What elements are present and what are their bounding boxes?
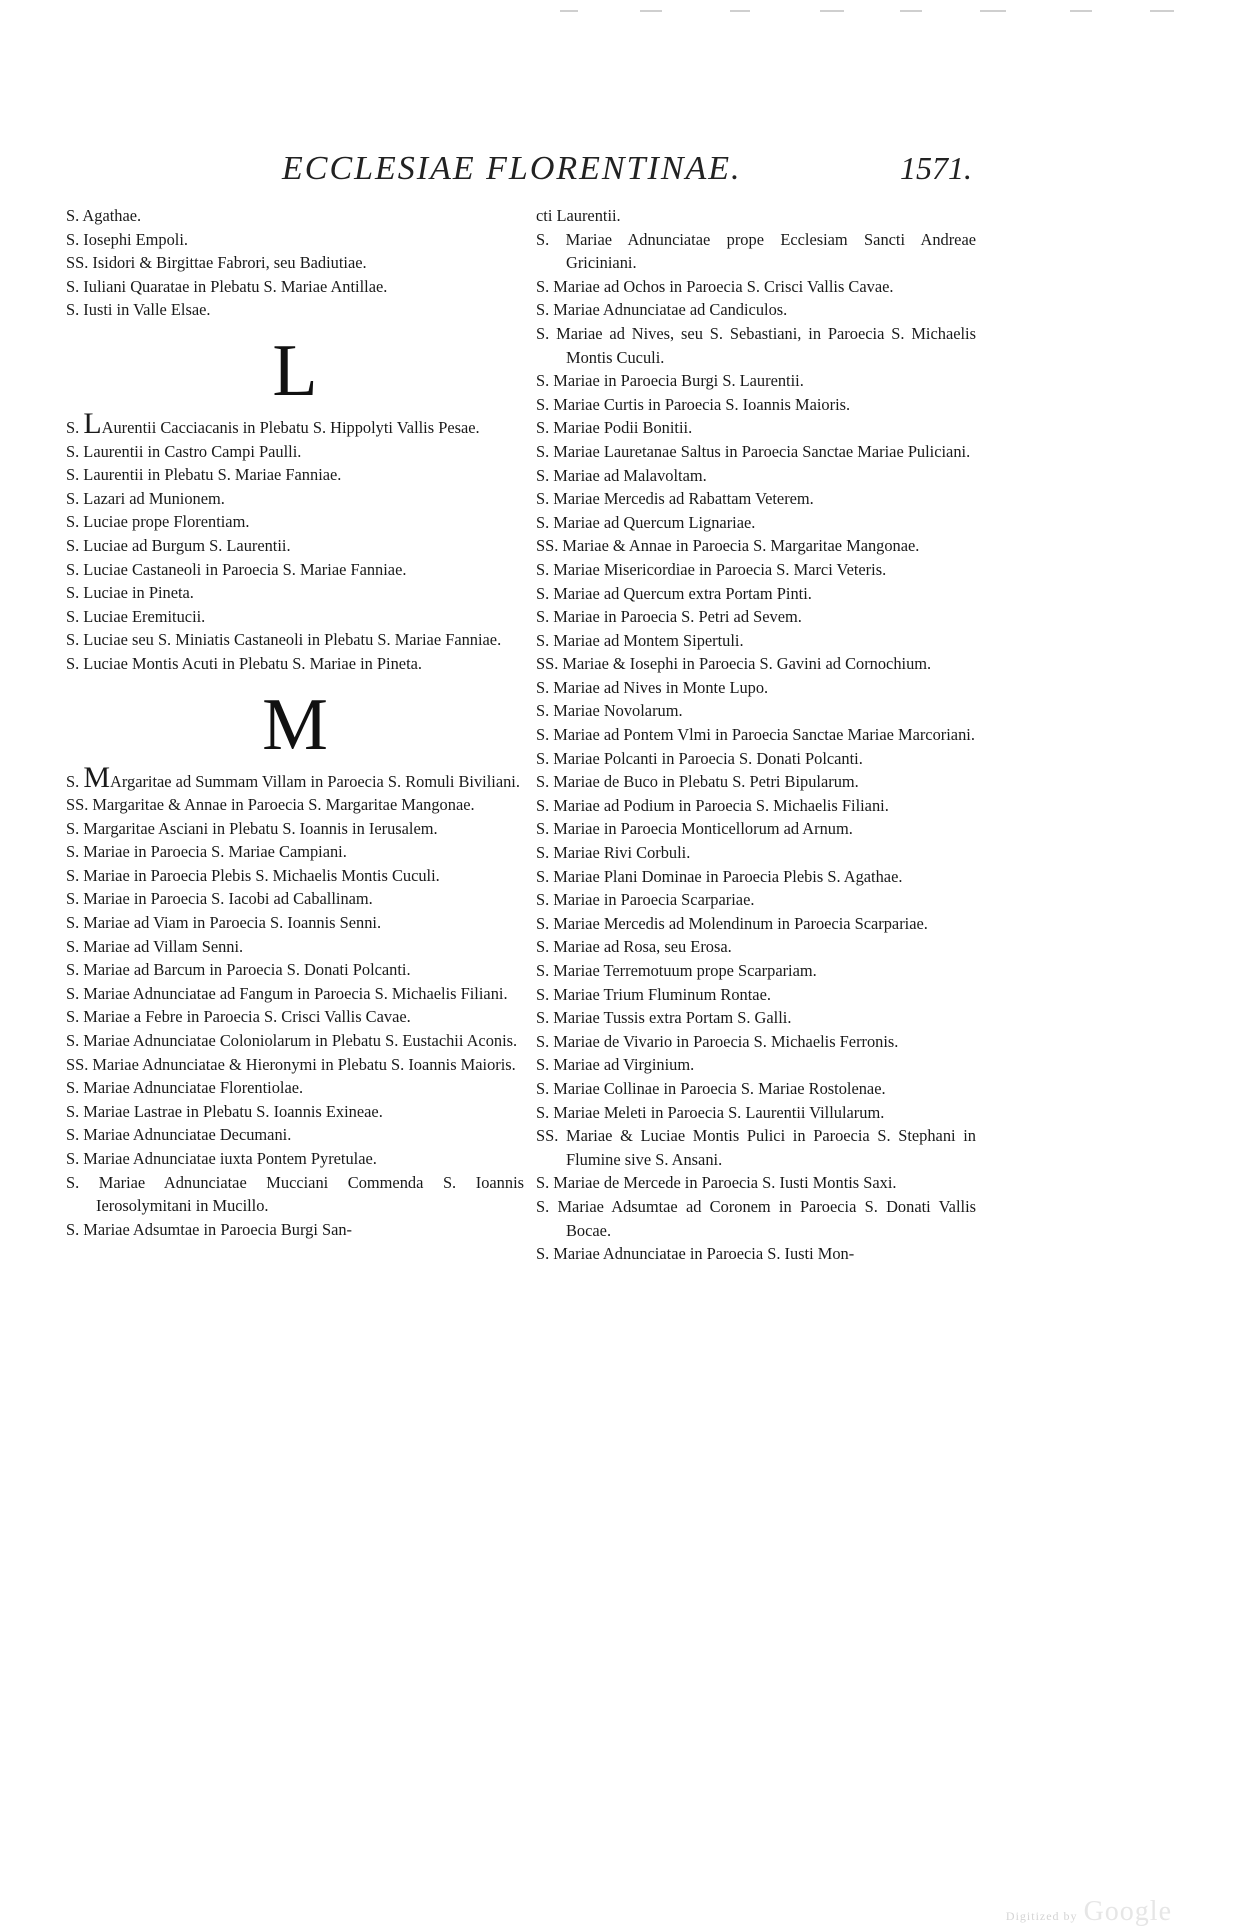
index-entry: S. Mariae Adnunciatae ad Fangum in Paroecia S. Michaelis Filiani. bbox=[66, 983, 508, 1003]
section-letter: M bbox=[262, 683, 328, 766]
index-entry: S. Mariae in Paroecia S. Iacobi ad Caballinam. bbox=[66, 889, 373, 909]
index-entry: S. Mariae in Paroecia Plebis S. Michaelis Montis Cuculi. bbox=[66, 865, 440, 885]
index-entry: S. Mariae Collinae in Paroecia S. Mariae Rostolenae. bbox=[536, 1078, 886, 1098]
index-entry: S. Iosephi Empoli. bbox=[66, 229, 189, 249]
running-head: ECCLESIAE FLORENTINAE. bbox=[282, 150, 742, 187]
index-entry: S. Mariae Adnunciatae iuxta Pontem Pyretulae. bbox=[66, 1149, 377, 1168]
index-entry: S. Mariae de Mercede in Paroecia S. Iusti Montis Saxi. bbox=[536, 1173, 897, 1193]
index-entry: S. Mariae in Paroecia Monticellorum ad Arnum. bbox=[536, 819, 853, 839]
index-entry: SS. Isidori & Birgittae Fabrori, seu Badiutiae. bbox=[66, 253, 367, 273]
index-entry: S. Mariae in Paroecia S. Petri ad Sevem. bbox=[536, 607, 802, 627]
index-entry: S. Mariae ad Virginium. bbox=[536, 1055, 695, 1075]
index-entry: S. Luciae prope Florentiam. bbox=[66, 512, 250, 532]
index-entry: S. Mariae ad Malavoltam. bbox=[536, 465, 707, 485]
index-entry: S. Mariae de Buco in Plebatu S. Petri Bipularum. bbox=[536, 772, 859, 792]
index-entry: S. Mariae Adnunciatae prope Ecclesiam Sancti Andreae Griciniani. bbox=[536, 229, 976, 273]
scan-artifact bbox=[730, 10, 750, 12]
index-entry: S. Mariae Adnunciatae in Paroecia S. Iusti Mon- bbox=[536, 1244, 855, 1264]
index-entry: S. Mariae in Paroecia Burgi S. Laurentii. bbox=[536, 371, 804, 391]
digitized-prefix: Digitized by bbox=[1005, 1909, 1078, 1923]
section-letter: L bbox=[272, 329, 318, 412]
index-entry: S. Mariae ad Nives, seu S. Sebastiani, in Paroecia S. Michaelis Montis Cuculi. bbox=[536, 323, 976, 367]
index-entry: S. Mariae ad Barcum in Paroecia S. Donati Polcanti. bbox=[66, 960, 411, 980]
index-entry: S. Mariae Meleti in Paroecia S. Laurentii Villularum. bbox=[536, 1102, 885, 1122]
index-entry: S. Mariae ad Podium in Paroecia S. Michaelis Filiani. bbox=[536, 795, 889, 815]
google-wordmark: Google bbox=[1083, 1896, 1172, 1927]
scan-artifact bbox=[980, 10, 1006, 12]
index-entry: S. Mariae Rivi Corbuli. bbox=[536, 843, 691, 863]
left-column bbox=[66, 204, 524, 1241]
index-entry: S. Mariae Adnunciatae Mucciani Commenda S. Ioannis Ierosolymitani in Mucillo. bbox=[66, 1172, 524, 1216]
index-entry: S. Mariae ad Pontem Vlmi in Paroecia Sanctae Mariae Marcoriani. bbox=[536, 725, 975, 745]
index-entry: S. Mariae Novolarum. bbox=[536, 701, 683, 721]
index-entry: S. Luciae Montis Acuti in Plebatu S. Mariae in Pineta. bbox=[66, 653, 422, 673]
index-entry: S. Mariae ad Nives in Monte Lupo. bbox=[536, 677, 769, 697]
index-entry: SS. Mariae & Iosephi in Paroecia S. Gavini ad Cornochium. bbox=[536, 654, 932, 674]
index-entry: S. Mariae Mercedis ad Rabattam Veterem. bbox=[536, 489, 814, 509]
entry-text: Argaritae ad Summam Villam in Paroecia S. Romuli Biviliani. bbox=[110, 771, 520, 791]
scan-artifact bbox=[560, 10, 578, 12]
scan-artifact bbox=[640, 10, 662, 12]
index-entry: S. Mariae Adsumtae in Paroecia Burgi San- bbox=[66, 1219, 353, 1239]
index-entry: S. Mariae Misericordiae in Paroecia S. Marci Veteris. bbox=[536, 559, 887, 579]
index-entry: S. Mariae Podii Bonitii. bbox=[536, 418, 693, 438]
index-entry: S. Mariae Curtis in Paroecia S. Ioannis Maioris. bbox=[536, 394, 851, 414]
index-entry: S. Mariae ad Montem Sipertuli. bbox=[536, 630, 744, 650]
index-entry: S. Mariae Mercedis ad Molendinum in Paroecia Scarpariae. bbox=[536, 913, 928, 933]
index-entry: S. Margaritae Asciani in Plebatu S. Ioannis in Ierusalem. bbox=[66, 818, 438, 838]
index-entry: S. Iuliani Quaratae in Plebatu S. Mariae Antillae. bbox=[66, 276, 388, 296]
index-entry: S. Mariae Tussis extra Portam S. Galli. bbox=[536, 1008, 792, 1028]
index-entry: S. Agathae. bbox=[66, 206, 142, 225]
page-header bbox=[252, 150, 972, 194]
index-entry: S. Luciae ad Burgum S. Laurentii. bbox=[66, 535, 291, 555]
index-entry: S. Laurentii in Plebatu S. Mariae Fanniae. bbox=[66, 465, 342, 485]
index-entry: SS. Margaritae & Annae in Paroecia S. Margaritae Mangonae. bbox=[66, 795, 475, 815]
index-entry: S. Mariae ad Rosa, seu Erosa. bbox=[536, 937, 732, 957]
index-entry: S. Mariae a Febre in Paroecia S. Crisci Vallis Cavae. bbox=[66, 1007, 411, 1027]
index-entry: S. Mariae ad Quercum Lignariae. bbox=[536, 512, 756, 532]
index-entry: S. Luciae in Pineta. bbox=[66, 583, 194, 603]
index-entry: S. Mariae de Vivario in Paroecia S. Michaelis Ferronis. bbox=[536, 1031, 899, 1051]
entry-prefix: S. bbox=[66, 771, 84, 791]
scan-artifact bbox=[1150, 10, 1174, 12]
index-entry: cti Laurentii. bbox=[536, 206, 621, 225]
initial-capital: M bbox=[83, 760, 110, 794]
index-entry: S. Iusti in Valle Elsae. bbox=[66, 300, 211, 320]
index-entry: S. Mariae ad Viam in Paroecia S. Ioannis Senni. bbox=[66, 913, 382, 933]
index-entry: S. Mariae ad Villam Senni. bbox=[66, 936, 244, 956]
initial-capital: L bbox=[83, 406, 102, 440]
index-entry: S. Lazari ad Munionem. bbox=[66, 488, 225, 508]
index-entry: S. Mariae Adsumtae ad Coronem in Paroecia S. Donati Vallis Bocae. bbox=[536, 1196, 976, 1240]
digitized-watermark bbox=[1006, 1896, 1172, 1928]
index-entry: S. Luciae seu S. Miniatis Castaneoli in Plebatu S. Mariae Fanniae. bbox=[66, 630, 502, 650]
index-entry: S. Mariae Adnunciatae Florentiolae. bbox=[66, 1078, 304, 1098]
entry-with-initial bbox=[66, 406, 524, 440]
index-entry: S. Luciae Castaneoli in Paroecia S. Mariae Fanniae. bbox=[66, 559, 407, 579]
index-entry: S. Mariae Lauretanae Saltus in Paroecia Sanctae Mariae Puliciani. bbox=[536, 441, 971, 461]
index-entry: S. Laurentii in Castro Campi Paulli. bbox=[66, 441, 302, 461]
index-entry: S. Mariae in Paroecia Scarpariae. bbox=[536, 890, 755, 910]
index-entry: S. Mariae Trium Fluminum Rontae. bbox=[536, 984, 771, 1004]
entry-text: Aurentii Cacciacanis in Plebatu S. Hippolyti Vallis Pesae. bbox=[101, 417, 480, 437]
index-entry: S. Mariae Adnunciatae Decumani. bbox=[66, 1125, 292, 1145]
index-entry: S. Mariae Plani Dominae in Paroecia Plebis S. Agathae. bbox=[536, 866, 903, 886]
scan-artifact bbox=[1070, 10, 1092, 12]
index-entry: S. Mariae Lastrae in Plebatu S. Ioannis Exineae. bbox=[66, 1101, 383, 1121]
index-entry: S. Mariae ad Quercum extra Portam Pinti. bbox=[536, 583, 812, 603]
index-entry: S. Mariae Terremotuum prope Scarpariam. bbox=[536, 961, 817, 980]
entry-with-initial bbox=[66, 760, 524, 794]
index-entry: S. Mariae ad Ochos in Paroecia S. Crisci Vallis Cavae. bbox=[536, 276, 894, 296]
index-entry: S. Luciae Eremitucii. bbox=[66, 606, 206, 626]
index-entry: S. Mariae Polcanti in Paroecia S. Donati Polcanti. bbox=[536, 748, 863, 768]
index-entry: S. Mariae Adnunciatae ad Candiculos. bbox=[536, 300, 788, 320]
scan-artifact bbox=[900, 10, 922, 12]
index-entry: SS. Mariae & Luciae Montis Pulici in Paroecia S. Stephani in Flumine sive S. Ansani. bbox=[536, 1126, 976, 1169]
index-entry: SS. Mariae & Annae in Paroecia S. Margaritae Mangonae. bbox=[536, 536, 920, 556]
right-column bbox=[536, 204, 976, 1266]
entry-prefix: S. bbox=[66, 417, 84, 437]
index-entry: SS. Mariae Adnunciatae & Hieronymi in Plebatu S. Ioannis Maioris. bbox=[66, 1054, 516, 1074]
page-number: 1571. bbox=[900, 150, 972, 186]
scan-artifact bbox=[820, 10, 844, 12]
index-entry: S. Mariae Adnunciatae Coloniolarum in Plebatu S. Eustachii Aconis. bbox=[66, 1031, 518, 1051]
index-entry: S. Mariae in Paroecia S. Mariae Campiani. bbox=[66, 842, 347, 862]
